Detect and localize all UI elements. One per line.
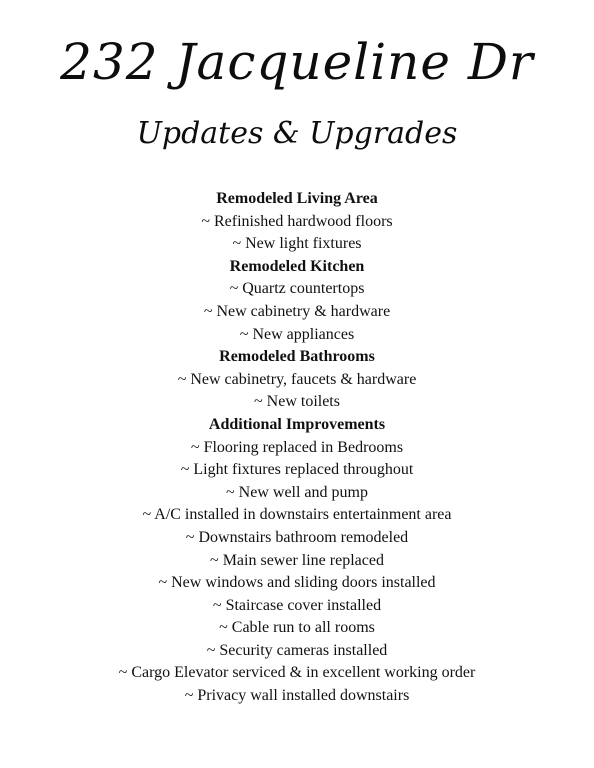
list-item: ~ Downstairs bathroom remodeled: [185, 528, 409, 546]
section-heading: Additional Improvements: [208, 415, 386, 433]
page-subtitle: Updates & Upgrades: [136, 116, 458, 151]
updates-list: [0, 188, 594, 708]
list-item: ~ A/C installed in downstairs entertainment area: [142, 506, 452, 524]
section-kitchen: [0, 256, 594, 346]
list-item: ~ Cargo Elevator serviced & in excellent working order: [118, 664, 476, 682]
list-item: ~ Staircase cover installed: [212, 596, 382, 614]
list-item: ~ Flooring replaced in Bedrooms: [190, 438, 404, 456]
page-title: 232 Jacqueline Dr: [60, 33, 534, 91]
section-heading: Remodeled Kitchen: [229, 257, 365, 275]
list-item: ~ Cable run to all rooms: [219, 619, 375, 637]
list-item: ~ New windows and sliding doors installed: [158, 574, 436, 592]
list-item: ~ Quartz countertops: [229, 280, 365, 298]
list-item: ~ New toilets: [254, 393, 340, 411]
section-additional-improvements: [0, 414, 594, 708]
list-item: ~ New cabinetry, faucets & hardware: [177, 370, 417, 388]
section-heading: Remodeled Bathrooms: [219, 348, 375, 366]
section-heading: Remodeled Living Area: [216, 190, 378, 207]
list-item: ~ Security cameras installed: [206, 641, 388, 659]
list-item: ~ New well and pump: [226, 483, 368, 501]
list-item: ~ Light fixtures replaced throughout: [180, 461, 414, 479]
list-item: ~ New light fixtures: [232, 235, 362, 253]
list-item: ~ Main sewer line replaced: [210, 551, 384, 569]
section-living-area: [0, 188, 594, 256]
list-item: ~ New appliances: [239, 325, 355, 343]
list-item: ~ Refinished hardwood floors: [201, 212, 393, 230]
list-item: ~ New cabinetry & hardware: [203, 302, 391, 320]
list-item: ~ Privacy wall installed downstairs: [184, 687, 410, 705]
section-bathrooms: [0, 346, 594, 414]
